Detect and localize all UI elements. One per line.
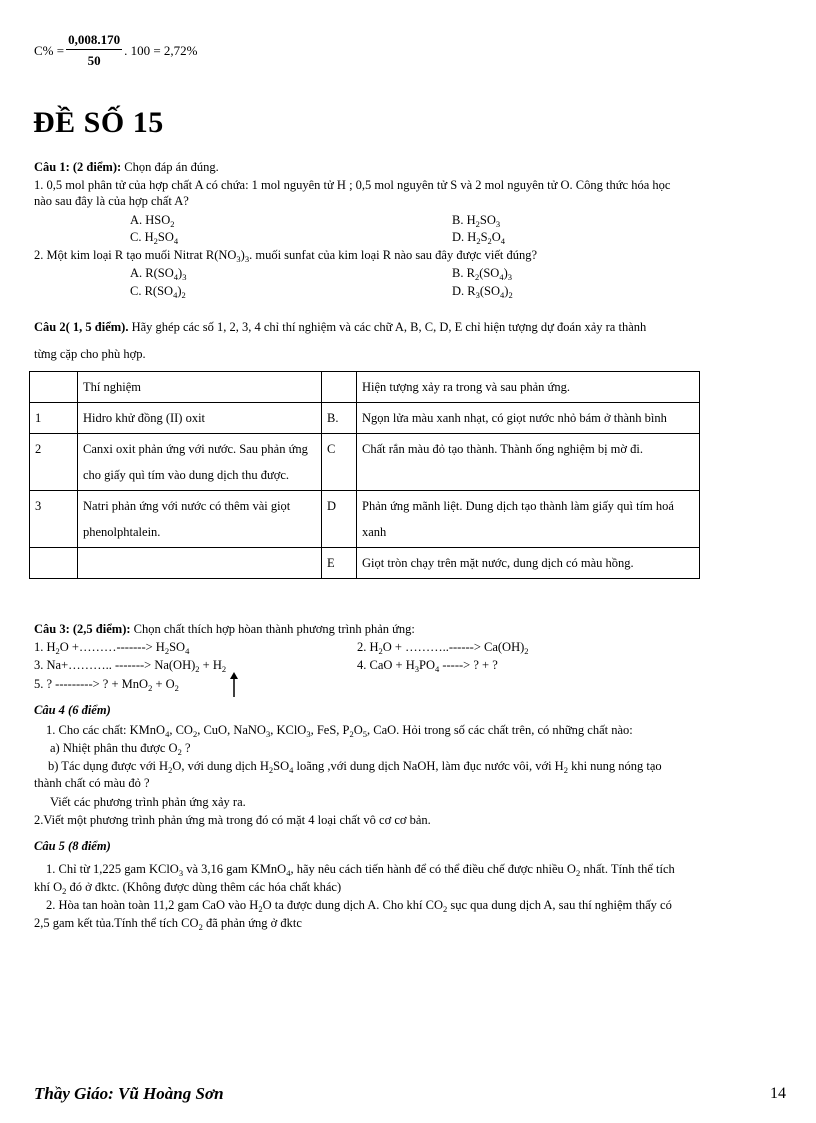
q4-b-line2: thành chất có màu đỏ ? (34, 776, 150, 790)
q1-heading-line (34, 159, 219, 175)
q1-p2-option-c: C. $R(SO_4)_2$ (130, 284, 186, 300)
formula-prefix: C% = (34, 42, 65, 58)
q3-heading: Câu 3: (2,5 điểm): (34, 622, 131, 636)
row-letter: C (322, 434, 357, 491)
q4-p2: 2.Viết một phương trình phản ứng mà trong đó có mặt 4 loại chất vô cơ cơ bản. (34, 813, 431, 827)
q5-p2-line2: 2,5 gam kết tủa.Tính thể tích $CO_2$ đã phản ứng ở đktc (34, 916, 302, 932)
q3-eq4: 4. CaO + $H_3PO_4$ -----> ? + ? (357, 658, 498, 674)
q1-p2-option-a: A. $R(SO_4)_3$ (130, 266, 187, 282)
table-row (30, 434, 700, 491)
q5-heading: Câu 5 (8 điểm) (34, 839, 111, 853)
q5-p1-line1: 1. Chỉ từ 1,225 gam KClO$_3$ và 3,16 gam KMnO$_4$, hãy nêu cách tiến hành để có thể điều chế được nhiều $O_2$ nhất. Tính thể tích (46, 862, 675, 878)
formula-suffix: . 100 = 2,72% (124, 42, 198, 58)
table-header-row (30, 372, 700, 403)
q3-eq3: 3. Na+……….. -------> $Na(OH)_2 + H_2$ (34, 658, 227, 674)
row-phen: Chất rắn màu đỏ tạo thành. Thành ống nghiệm bị mờ đi. (357, 434, 700, 491)
row-num: 2 (30, 434, 78, 491)
q4-p1: 1. Cho các chất: KMnO$_4$, $CO_2$, CuO, NaNO$_3$, KClO$_3$, FeS, $P_2O_5$, CaO. Hỏi trong số các chất trên, có những chất nào: (46, 723, 633, 739)
q1-option-c: C. $H_2SO_4$ (130, 230, 179, 246)
row-exp: Natri phản ứng với nước có thêm vài giọt phenolphtalein. (78, 491, 322, 548)
footer-teacher: Thầy Giáo: Vũ Hoàng Sơn (34, 1084, 224, 1103)
q2-table (29, 371, 700, 579)
row-letter: E (322, 548, 357, 579)
q3-eq1: 1. $H_2O$ +………-------> $H_2SO_4$ (34, 640, 190, 656)
row-num (30, 548, 78, 579)
formula-fraction (66, 31, 122, 69)
row-num: 1 (30, 403, 78, 434)
q3-eq2: 2. $H_2O$ + ………..------> $Ca(OH)_2$ (357, 640, 529, 656)
q3-eq5: 5. ? ---------> ? + $MnO_2 + O_2$ (34, 677, 179, 693)
q1-p1-line1: 1. 0,5 mol phân tử của hợp chất A có chứa: 1 mol nguyên tử H ; 0,5 mol nguyên tử S và 2 mol nguyên tử O. Công thức hóa học (34, 178, 671, 192)
formula-numerator: 0,008.170 (66, 31, 122, 50)
table-cell (30, 372, 78, 403)
page-number: 14 (770, 1085, 786, 1102)
table-row (30, 403, 700, 434)
q1-p2: 2. Một kim loại R tạo muối Nitrat $R(NO_3)_3$. muối sunfat của kim loại R nào sau đây được viết đúng? (34, 248, 538, 264)
q1-option-b: B. $H_2SO_3$ (452, 213, 501, 229)
q1-p2-option-b: B. $R_2(SO_4)_3$ (452, 266, 513, 282)
top-formula (34, 30, 198, 70)
q1-instruction: Chọn đáp án đúng. (124, 160, 219, 174)
row-phen: Giọt tròn chạy trên mặt nước, dung dịch có màu hồng. (357, 548, 700, 579)
q4-write: Viết các phương trình phản ứng xảy ra. (50, 795, 246, 809)
q4-a: a) Nhiệt phân thu được $O_2$ ? (50, 741, 191, 757)
row-exp: Hidro khử đồng (II) oxit (78, 403, 322, 434)
q2-text-line2: từng cặp cho phù hợp. (34, 347, 146, 361)
q2-text-line1: Hãy ghép các số 1, 2, 3, 4 chỉ thí nghiệm và các chữ A, B, C, D, E chỉ hiện tượng dự đoán xảy ra thành (131, 320, 647, 334)
row-phen: Phản ứng mãnh liệt. Dung dịch tạo thành làm giấy quì tím hoá xanh (357, 491, 700, 548)
table-header-phen: Hiện tượng xảy ra trong và sau phản ứng. (357, 372, 700, 403)
table-header-exp: Thí nghiệm (78, 372, 322, 403)
row-exp: Canxi oxit phản ứng với nước. Sau phản ứng cho giấy quì tím vào dung dịch thu được. (78, 434, 322, 491)
page-title: ĐỀ SỐ 15 (33, 106, 164, 139)
row-exp (78, 548, 322, 579)
q5-p2-line1: 2. Hòa tan hoàn toàn 11,2 gam CaO vào $H_2O$ ta được dung dịch A. Cho khí $CO_2$ sục qua dung dịch A, sau thí nghiệm thấy có (46, 898, 672, 914)
q1-p1-line2: nào sau đây là của hợp chất A? (34, 194, 189, 208)
table-row (30, 491, 700, 548)
q2-heading-line (34, 318, 646, 336)
q3-heading-line (34, 621, 415, 637)
row-letter: D (322, 491, 357, 548)
q1-option-a: A. $HSO_2$ (130, 213, 175, 229)
up-arrow-icon (227, 672, 241, 698)
q2-heading: Câu 2( 1, 5 điểm). (34, 320, 129, 334)
q3-instruction: Chọn chất thích hợp hòan thành phương trình phản ứng: (133, 622, 415, 636)
q5-p1-line2: khí $O_2$ đó ở đktc. (Không được dùng thêm các hóa chất khác) (34, 880, 342, 896)
q4-b-line1: b) Tác dụng được với $H_2O$, với dung dịch $H_2SO_4$ loãng ,với dung dịch NaOH, làm đục nước vôi, với $H_2$ khi nung nóng tạo (48, 759, 662, 775)
row-letter: B. (322, 403, 357, 434)
q1-heading: Câu 1: (2 điểm): (34, 160, 122, 174)
row-num: 3 (30, 491, 78, 548)
table-cell (322, 372, 357, 403)
q4-heading: Câu 4 (6 điểm) (34, 703, 111, 717)
row-phen: Ngọn lửa màu xanh nhạt, có giọt nước nhỏ bám ở thành bình (357, 403, 700, 434)
q1-p2-option-d: D. $R_3(SO_4)_2$ (452, 284, 513, 300)
formula-denominator: 50 (87, 53, 101, 68)
table-row (30, 548, 700, 579)
q1-option-d: D. $H_2S_2O_4$ (452, 230, 506, 246)
